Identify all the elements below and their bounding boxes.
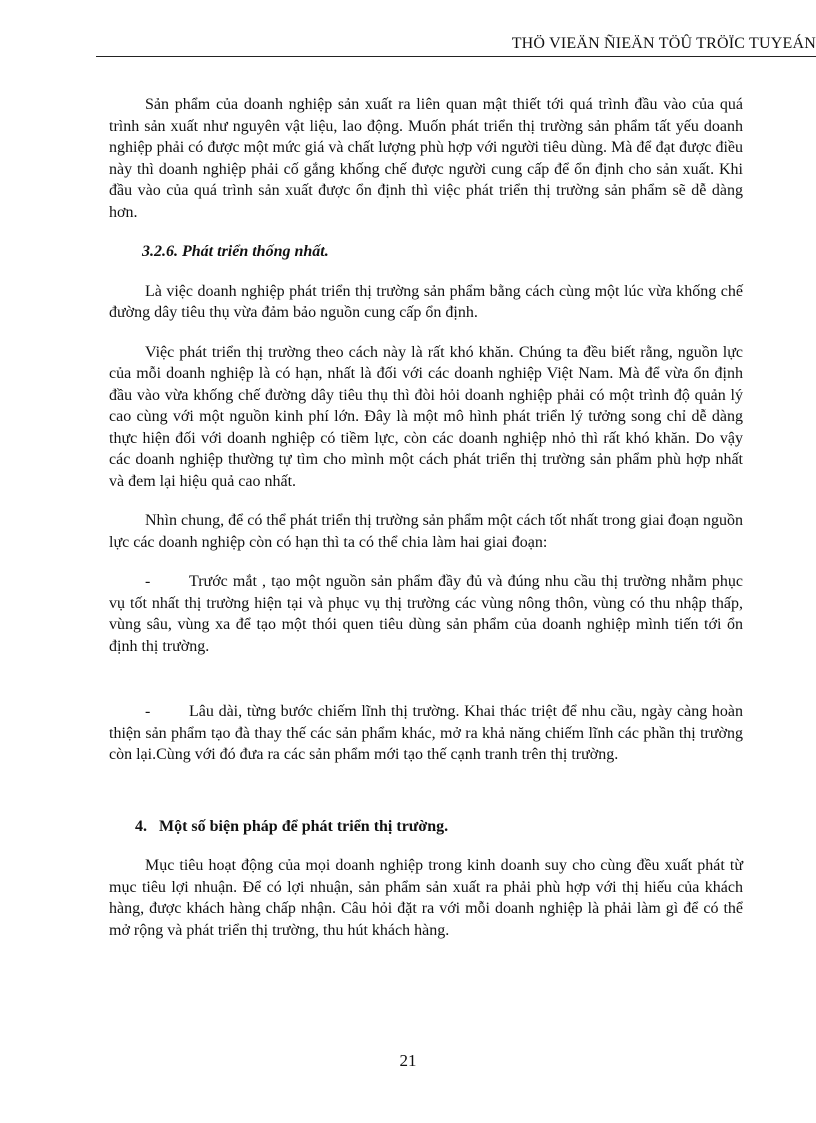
paragraph-difficulty: Việc phát triển thị trường theo cách này là rất khó khăn. Chúng ta đều biết rằng, nguồn lực của mỗi doanh nghiệp là có hạn, nhất là đối với các doanh nghiệp Việt Nam. Mà để vừa ổn định đầu vào vừa khống chế đường dây tiêu thụ thì đòi hỏi doanh nghiệp phải có một trình độ quản lý cao cùng với một nguồn kinh phí lớn. Đây là một mô hình phát triển lý tưởng song chỉ dễ dàng thực hiện đối với doanh nghiệp có tiềm lực, còn các doanh nghiệp nhỏ thì rất khó khăn. Do vậy các doanh nghiệp thường tự tìm cho mình một cách phát triển thị trường sản phẩm phù hợp nhất và đem lại hiệu quả cao nhất.: [109, 343, 743, 490]
subheading-3-2-6: 3.2.6. Phát triển thống nhất.: [142, 243, 329, 260]
bullet-long-term: [109, 701, 743, 766]
bullet-long-term-text: Lâu dài, từng bước chiếm lĩnh thị trường. Khai thác triệt để nhu cầu, ngày càng hoàn thiện sản phẩm tạo đà thay thế các sản phẩm khác, mở ra khả năng chiếm lĩnh các phần thị trường còn lại.Cùng với đó đưa ra các sản phẩm mới tạo thế cạnh tranh trên thị trường.: [109, 703, 743, 763]
header-title: THÖ VIEÄN ÑIEÄN TÖÛ TRÖÏC TUYEÁN: [511, 35, 816, 52]
bullet-dash: -: [145, 703, 151, 720]
paragraph-profit-goal: Mục tiêu hoạt động của mọi doanh nghiệp trong kinh doanh suy cho cùng đều xuất phát từ mục tiêu lợi nhuận. Để có lợi nhuận, sản phẩm sản xuất ra phải phù hợp với thị hiếu của khách hàng, được khách hàng chấp nhận. Câu hỏi đặt ra với mỗi doanh nghiệp là phải làm gì để có thể mở rộng và phát triển thị trường, thu hút khách hàng.: [109, 857, 743, 939]
spacer: [109, 784, 743, 816]
paragraph-unified-definition: Là việc doanh nghiệp phát triển thị trường sản phẩm bằng cách cùng một lúc vừa khống chế đường dây tiêu thụ vừa đảm bảo nguồn cung cấp ổn định.: [109, 282, 743, 321]
section-title: Một số biện pháp để phát triển thị trường.: [159, 817, 449, 835]
paragraph-input-stability: Sản phẩm của doanh nghiệp sản xuất ra liên quan mật thiết tới quá trình đầu vào của quá trình sản xuất như nguyên vật liệu, lao động. Muốn phát triển thị trường sản phẩm tất yếu doanh nghiệp phải có được một mức giá và chất lượng phù hợp với người tiêu dùng. Mà để đạt được điều này thì doanh nghiệp phải cố gắng khống chế được người cung cấp để ổn định cho sản xuất. Khi đầu vào của quá trình sản xuất được ổn định thì việc phát triển thị trường sản phẩm sẽ dễ dàng hơn.: [109, 96, 743, 221]
bullet-short-term: [109, 571, 743, 657]
bullet-short-term-text: Trước mắt , tạo một nguồn sản phẩm đầy đủ và đúng nhu cầu thị trường nhằm phục vụ tốt nhất thị trường hiện tại và phục vụ thị trường các vùng nông thôn, vùng có thu nhập thấp, vùng sâu, vùng xa để tạo một thói quen tiêu dùng sản phẩm của doanh nghiệp mình tiến tới ổn định thị trường.: [109, 573, 743, 655]
section-number: 4.: [135, 817, 147, 835]
paragraph-two-stages: Nhìn chung, để có thể phát triển thị trường sản phẩm một cách tốt nhất trong giai đoạn nguồn lực các doanh nghiệp còn có hạn thì ta có thể chia làm hai giai đoạn:: [109, 512, 743, 551]
bullet-dash: -: [145, 573, 151, 590]
page-number: 21: [399, 1051, 417, 1070]
spacer: [109, 675, 743, 701]
section-heading-4: [109, 816, 743, 838]
page-content: [109, 94, 743, 959]
page-header: [96, 26, 816, 57]
